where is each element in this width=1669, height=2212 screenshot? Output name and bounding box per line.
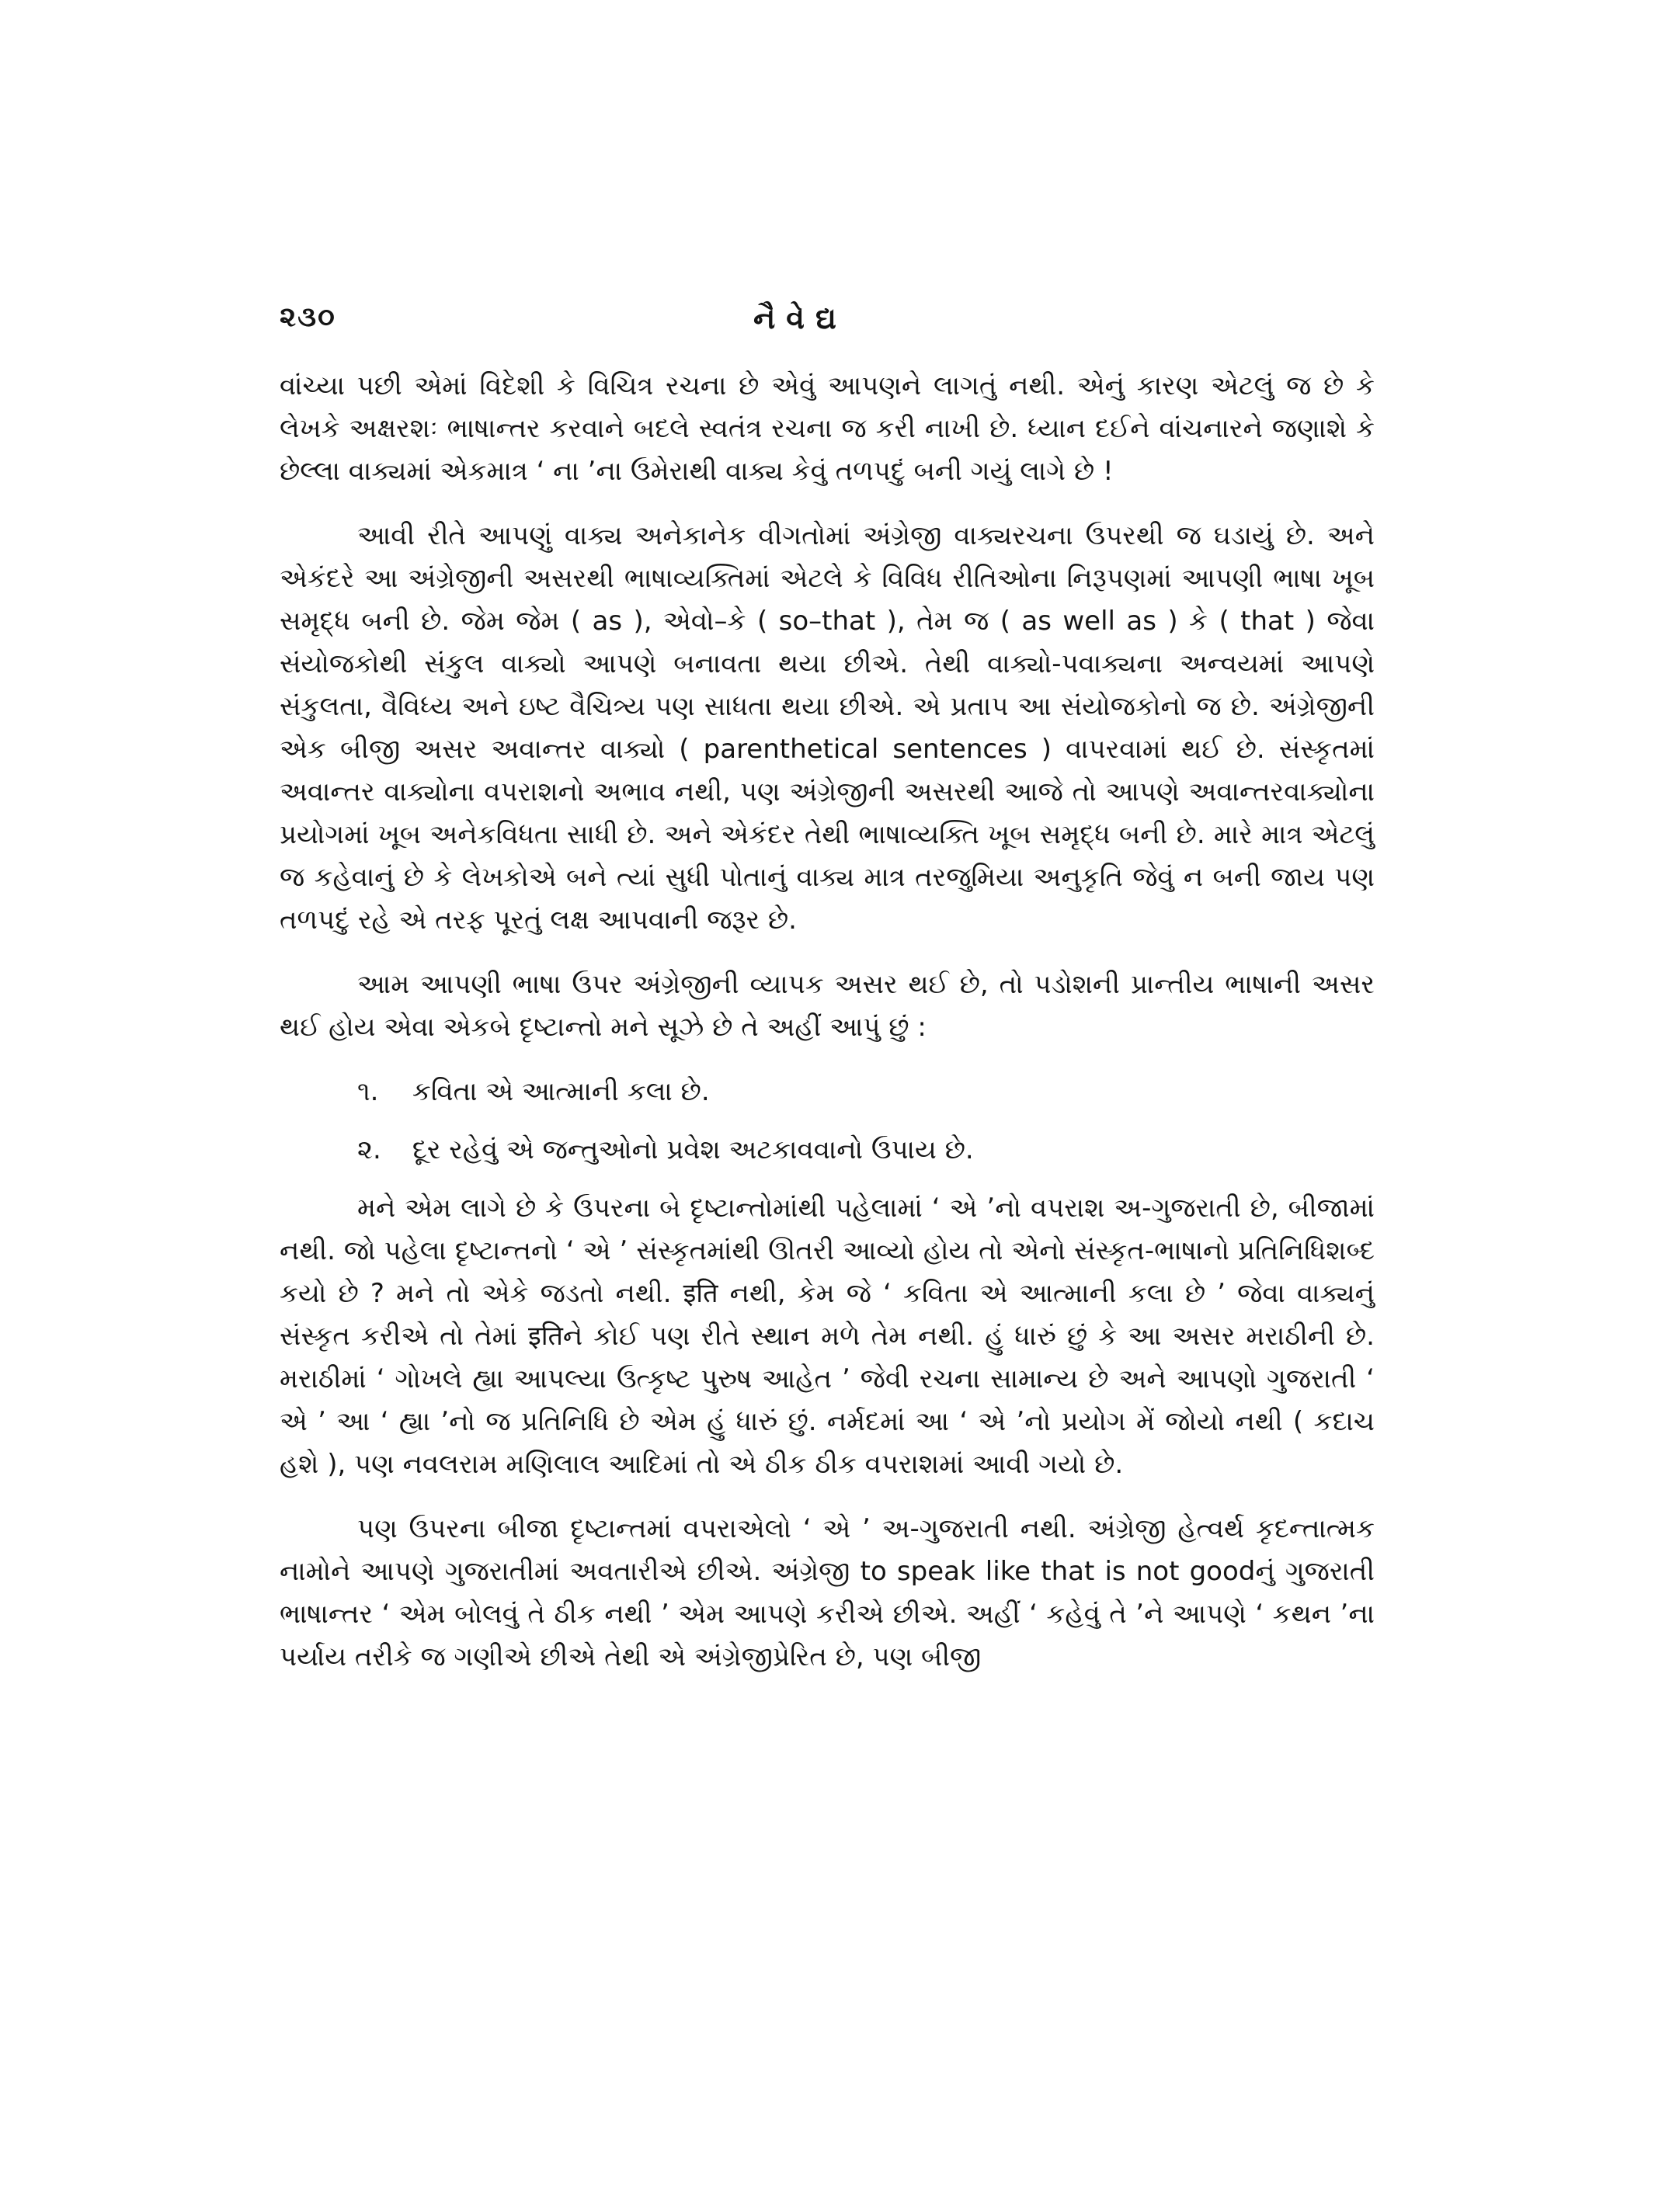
paragraph: વાંચ્યા પછી એમાં વિદેશી કે વિચિત્ર રચના છે એવું આપણને લાગતું નથી. એનું કારણ એટલું જ છે કે લેખકે અક્ષરશઃ ભાષાન્તર કરવાને બદલે સ્વતંત્ર રચના જ કરી નાખી છે. ધ્યાન દઈને વાંચનારને જણાશે કે છેલ્લા વાક્યમાં એકમાત્ર ‘ ના ’ના ઉમેરાથી વાક્ય કેવું તળપદું બની ગયું લાગે છે ! xyxy=(280,370,1375,487)
list-text: દૂર રહેવું એ જન્તુઓનો પ્રવેશ અટકાવવાનો ઉપાય છે. xyxy=(412,1134,974,1165)
example-list-item xyxy=(280,1071,1375,1113)
page-header xyxy=(280,301,1375,348)
list-number: ૨. xyxy=(357,1134,381,1165)
paragraph: આવી રીતે આપણું વાક્ય અનેકાનેક વીગતોમાં અંગ્રેજી વાક્યરચના ઉપરથી જ ઘડાયું છે. અને એકંદરે આ અંગ્રેજીની અસરથી ભાષાવ્યક્તિમાં એટલે કે વિવિધ રીતિઓના નિરૂપણમાં આપણી ભાષા ખૂબ સમૃદ્ધ બની છે. જેમ જેમ ( as ), એવો–કે ( so–that ), તેમ જ ( as well as ) કે ( that ) જેવા સંયોજકોથી સંકુલ વાક્યો આપણે બનાવતા થયા છીએ. તેથી વાક્યો-પવાક્યના અન્વયમાં આપણે સંકુલતા, વૈવિધ્ય અને ઇષ્ટ વૈચિત્ર્ય પણ સાધતા થયા છીએ. એ પ્રતાપ આ સંયોજકોનો જ છે. અંગ્રેજીની એક બીજી અસર અવાન્તર વાક્યો ( parenthetical sentences ) વાપરવામાં થઈ છે. સંસ્કૃતમાં અવાન્તર વાક્યોના વપરાશનો અભાવ નથી, પણ અંગ્રેજીની અસરથી આજે તો આપણે અવાન્તરવાક્યોના પ્રયોગમાં ખૂબ અનેકવિધતા સાધી છે. અને એકંદર તેથી ભાષાવ્યક્તિ ખૂબ સમૃદ્ધ બની છે. મારે માત્ર એટલું જ કહેવાનું છે કે લેખકોએ બને ત્યાં સુધી પોતાનું વાક્ય માત્ર તરજુમિયા અનુકૃતિ જેવું ન બની જાય પણ તળપદું રહે એ તરફ પૂરતું લક્ષ આપવાની જરૂર છે. xyxy=(280,520,1375,936)
paragraph: મને એમ લાગે છે કે ઉપરના બે દૃષ્ટાન્તોમાંથી પહેલામાં ‘ એ ’નો વપરાશ અ-ગુજરાતી છે, બીજામાં નથી. જો પહેલા દૃષ્ટાન્તનો ‘ એ ’ સંસ્કૃતમાંથી ઊતરી આવ્યો હોય તો એનો સંસ્કૃત-ભાષાનો પ્રતિનિધિશબ્દ કયો છે ? મને તો એકે જડતો નથી. इति નથી, કેમ જે ‘ કવિતા એ આત્માની કલા છે ’ જેવા વાક્યનું સંસ્કૃત કરીએ તો તેમાં इतिને કોઈ પણ રીતે સ્થાન મળે તેમ નથી. હું ધારું છું કે આ અસર મરાઠીની છે. મરાઠીમાં ‘ ગોખલે હ્યા આપલ્યા ઉત્કૃષ્ટ પુરુષ આહેત ’ જેવી રચના સામાન્ય છે અને આપણો ગુજરાતી ‘ એ ’ આ ‘ હ્યા ’નો જ પ્રતિનિધિ છે એમ હું ધારું છું. નર્મદમાં આ ‘ એ ’નો પ્રયોગ મેં જોયો નથી ( કદાચ હશે ), પણ નવલરામ મણિલાલ આદિમાં તો એ ઠીક ઠીક વપરાશમાં આવી ગયો છે. xyxy=(280,1193,1375,1480)
body-text xyxy=(280,365,1375,1700)
list-text: કવિતા એ આત્માની કલા છે. xyxy=(412,1076,710,1107)
list-number: ૧. xyxy=(357,1076,379,1107)
running-title: નૈવેદ્ય xyxy=(753,301,847,335)
paragraph: આમ આપણી ભાષા ઉપર અંગ્રેજીની વ્યાપક અસર થઈ છે, તો પડોશની પ્રાન્તીય ભાષાની અસર થઈ હોય એવા એકબે દૃષ્ટાન્તો મને સૂઝે છે તે અહીં આપું છું : xyxy=(280,969,1375,1043)
paragraph: પણ ઉપરના બીજા દૃષ્ટાન્તમાં વપરાએલો ‘ એ ’ અ-ગુજરાતી નથી. અંગ્રેજી હેત્વર્થ કૃદન્તાત્મક નામોને આપણે ગુજરાતીમાં અવતારીએ છીએ. અંગ્રેજી to speak like that is not goodનું ગુજરાતી ભાષાન્તર ‘ એમ બોલવું તે ઠીક નથી ’ એમ આપણે કરીએ છીએ. અહીં ‘ કહેવું તે ’ને આપણે ‘ કથન ’ના પર્યાય તરીકે જ ગણીએ છીએ તેથી એ અંગ્રેજીપ્રેરિત છે, પણ બીજી xyxy=(280,1513,1375,1672)
example-list-item xyxy=(280,1129,1375,1172)
page-number: ૨૩૦ xyxy=(280,301,336,333)
